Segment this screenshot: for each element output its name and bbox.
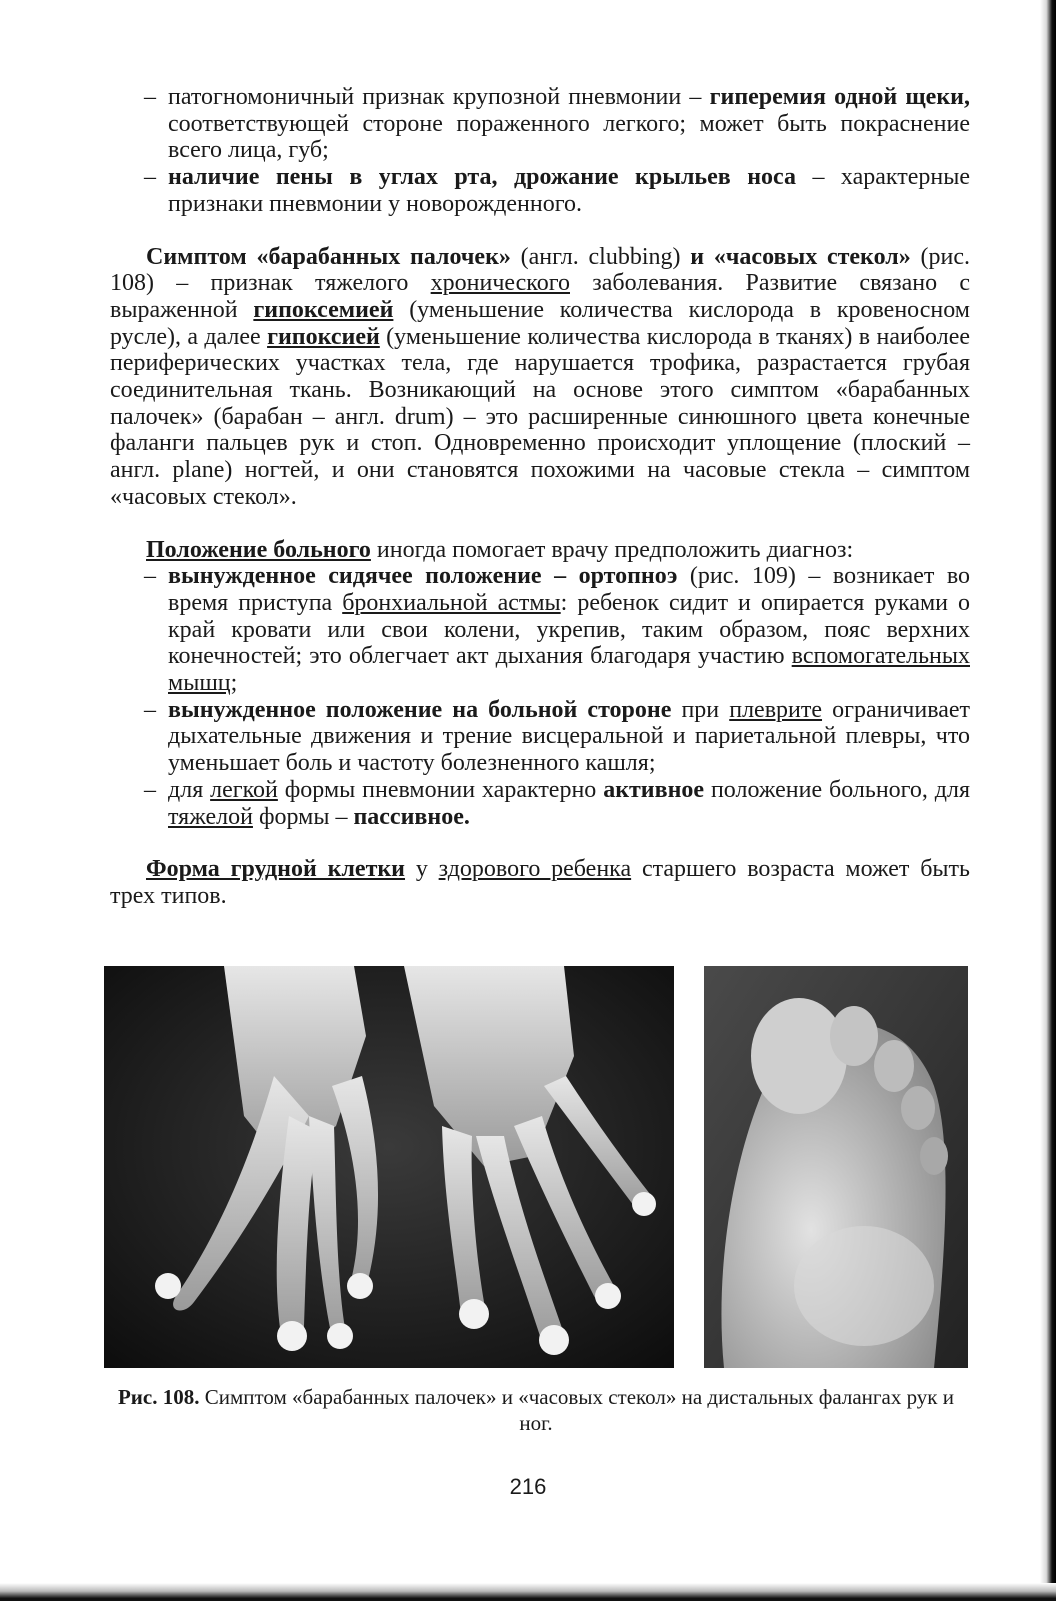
photo-foot-clubbing [704, 966, 968, 1368]
bold-term: гиперемия одной щеки, [709, 84, 970, 110]
figure-caption-text: Симптом «барабанных палочек» и «часовых стекол» на дистальных фалангах рук и ног. [199, 1385, 954, 1435]
link-chest-shape[interactable]: Форма грудной клетки [146, 856, 406, 883]
text-run: при [671, 696, 730, 723]
page-number: 216 [509, 1474, 547, 1499]
link-accessory-muscles[interactable]: вспомогательных мышц [168, 643, 970, 697]
page-body [110, 84, 970, 910]
text-run: ограничивает дыхательные движения и трение висцеральной и париетальной плевры, что уменьшает боль и частоту болезненного кашля; [168, 696, 971, 777]
text-run: (уменьшение количества кислорода в тканях) в наиболее периферических участках тела, где нарушается трофика, разрастается грубая соединительная ткань. Возникающий на основе этого симптом «барабанных палочек» (барабан – англ. drum) – это расширенные синюшного цвета конечные фаланги пальцев рук и стоп. Одновременно происходит уплощение (плоский – англ. plane) ногтей, и они становятся похожими на часовые стекла – симптом «часовых стекол». [110, 323, 970, 510]
link-severe[interactable]: тяжелой [168, 803, 253, 830]
text-run: (рис. 108) – признак тяжелого [110, 243, 970, 297]
bold-term: и «часовых стекол» [690, 243, 911, 270]
text-run: ; [230, 670, 238, 697]
text-run: формы – [252, 803, 354, 830]
bold-term: активное [603, 776, 705, 803]
link-hypoxia[interactable]: гипоксией [267, 323, 380, 350]
paragraph-chest [110, 856, 970, 909]
list-item-orthopnea [110, 563, 970, 697]
list-dash: – [144, 776, 156, 803]
figure-108 [104, 966, 968, 1368]
figure-caption [104, 1384, 968, 1436]
list-item-hyperemia [110, 84, 970, 164]
list-item-affected-side [110, 697, 970, 777]
link-bronchial-asthma[interactable]: бронхиальной астмы [342, 589, 561, 616]
text-run: патогномоничный признак крупозной пневмонии – [168, 84, 710, 110]
text-run: положение больного, для [704, 776, 971, 803]
text-run: соответствующей стороне пораженного легкого; может быть покраснение всего лица, губ; [168, 110, 970, 164]
text-run: заболевания. Развитие связано с выраженной [110, 270, 970, 323]
figure-label: Рис. 108. [117, 1385, 200, 1409]
list-item-active-passive [110, 777, 970, 830]
text-run: у [405, 856, 439, 883]
bold-term: вынужденное сидячее положение – ортопноэ [168, 563, 678, 590]
text-run: старшего возраста может быть трех типов. [110, 856, 970, 909]
text-run: формы пневмонии характерно [277, 776, 604, 803]
link-pleurisy[interactable]: плеврите [729, 696, 823, 723]
link-hypoxemia[interactable]: гипоксемией [253, 296, 394, 323]
bold-term: вынужденное положение на больной стороне [168, 696, 672, 723]
list-item-foam [110, 164, 970, 217]
bold-term: наличие пены в углах рта, дрожание крыльев носа [168, 164, 796, 191]
text-run: (уменьшение количества кислорода в кровеносном русле), а далее [110, 296, 970, 350]
list-dash: – [144, 563, 156, 590]
text-run: (англ. clubbing) [510, 243, 691, 270]
text-run: для [168, 776, 211, 803]
paragraph-clubbing [110, 244, 970, 511]
text-run: (рис. 109) – возникает во время приступа [168, 563, 970, 616]
link-healthy-child[interactable]: здорового ребенка [438, 856, 632, 883]
text-run: : ребенок сидит и опирается руками о край кровати или свои колени, укрепив, таким образом, пояс верхних конечностей; это облегчает акт дыхания благодаря участию [168, 589, 970, 670]
link-mild[interactable]: легкой [210, 776, 278, 803]
link-patient-position[interactable]: Положение больного [146, 536, 371, 563]
scan-edge-bottom [0, 1583, 1056, 1601]
list-dash: – [144, 84, 156, 110]
bold-term: Симптом «барабанных палочек» [146, 243, 511, 270]
link-chronic[interactable]: хронического [430, 270, 570, 297]
text-run: иногда помогает врачу предположить диагноз: [370, 536, 854, 563]
paragraph-position [110, 537, 970, 564]
list-dash: – [144, 164, 156, 191]
text-run: – характерные признаки пневмонии у новорожденного. [168, 164, 971, 217]
bold-term: пассивное. [353, 803, 470, 830]
photo-hands-clubbing [104, 966, 674, 1368]
scan-edge-right [1040, 0, 1056, 1601]
list-dash: – [144, 696, 156, 723]
